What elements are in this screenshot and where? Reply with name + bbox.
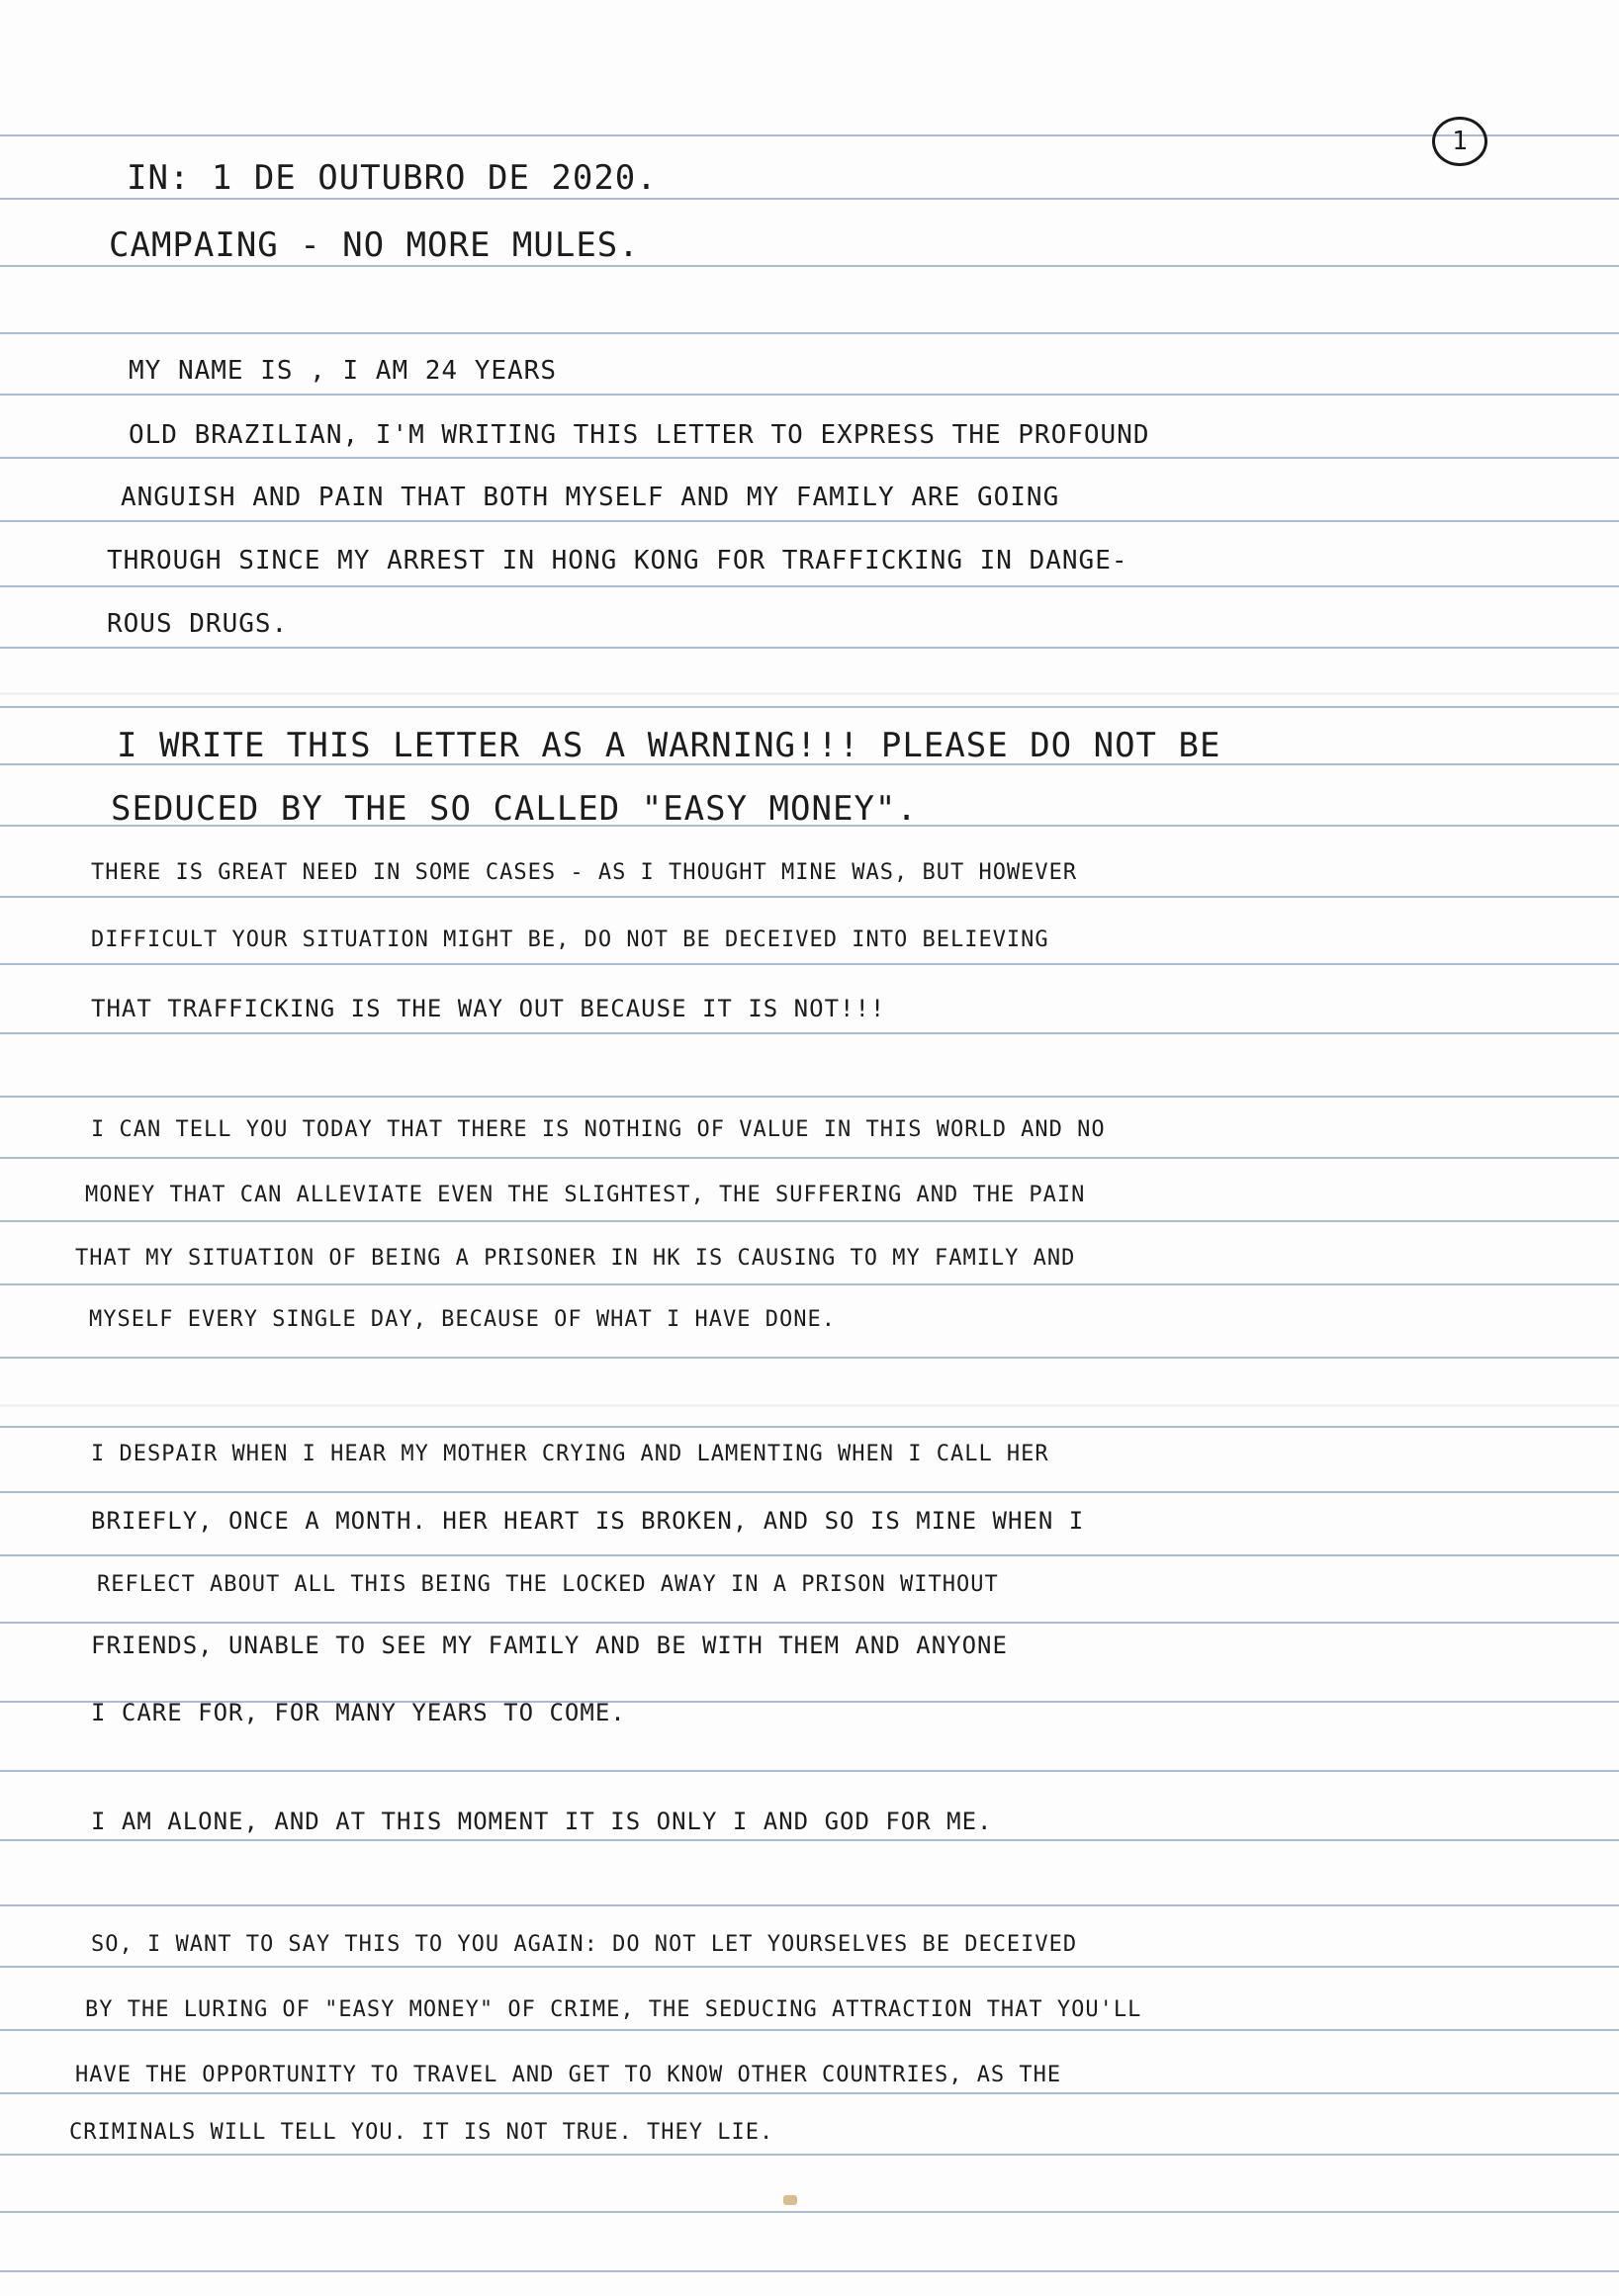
- letter-line: I WRITE THIS LETTER AS A WARNING!!! PLEASE DO NOT BE: [117, 726, 1221, 765]
- letter-line: I CAN TELL YOU TODAY THAT THERE IS NOTHING OF VALUE IN THIS WORLD AND NO: [91, 1117, 1106, 1142]
- letter-line: SEDUCED BY THE SO CALLED "EASY MONEY".: [111, 789, 918, 829]
- ruled-line: [0, 706, 1619, 708]
- ruled-line: [0, 1839, 1619, 1841]
- ruled-line: [0, 1220, 1619, 1222]
- ruled-line: [0, 647, 1619, 649]
- letter-line: FRIENDS, UNABLE TO SEE MY FAMILY AND BE WITH THEM AND ANYONE: [91, 1632, 1008, 1659]
- ruled-line: [0, 1357, 1619, 1359]
- ruled-line: [0, 1283, 1619, 1285]
- ruled-line: [0, 2029, 1619, 2031]
- ruled-line: [0, 1904, 1619, 1906]
- letter-line: CRIMINALS WILL TELL YOU. IT IS NOT TRUE. THEY LIE.: [69, 2120, 774, 2145]
- ruled-line: [0, 2154, 1619, 2156]
- ruled-line: [0, 134, 1619, 136]
- paper-mark: [783, 2195, 797, 2205]
- letter-line: SO, I WANT TO SAY THIS TO YOU AGAIN: DO NOT LET YOURSELVES BE DECEIVED: [91, 1932, 1078, 1957]
- letter-line: MYSELF EVERY SINGLE DAY, BECAUSE OF WHAT I HAVE DONE.: [89, 1307, 836, 1332]
- letter-line: HAVE THE OPPORTUNITY TO TRAVEL AND GET TO KNOW OTHER COUNTRIES, AS THE: [75, 2063, 1062, 2087]
- paper-fold: [0, 1404, 1619, 1407]
- letter-line: ROUS DRUGS.: [107, 609, 289, 639]
- ruled-line: [0, 198, 1619, 200]
- letter-line: OLD BRAZILIAN, I'M WRITING THIS LETTER TO EXPRESS THE PROFOUND: [129, 420, 1150, 450]
- ruled-line: [0, 1157, 1619, 1159]
- letter-line: THROUGH SINCE MY ARREST IN HONG KONG FOR TRAFFICKING IN DANGE-: [107, 546, 1128, 575]
- letter-line: I CARE FOR, FOR MANY YEARS TO COME.: [91, 1699, 626, 1726]
- ruled-line: [0, 2270, 1619, 2272]
- ruled-line: [0, 585, 1619, 587]
- letter-line: I AM ALONE, AND AT THIS MOMENT IT IS ONLY I AND GOD FOR ME.: [91, 1808, 993, 1835]
- campaign-line: CAMPAING - NO MORE MULES.: [109, 225, 640, 265]
- ruled-line: [0, 1966, 1619, 1968]
- letter-line: I DESPAIR WHEN I HEAR MY MOTHER CRYING AND LAMENTING WHEN I CALL HER: [91, 1442, 1049, 1466]
- letter-line: BRIEFLY, ONCE A MONTH. HER HEART IS BROKEN, AND SO IS MINE WHEN I: [91, 1507, 1085, 1535]
- ruled-line: [0, 332, 1619, 334]
- ruled-line: [0, 457, 1619, 459]
- letter-line: MY NAME IS , I AM 24 YEARS: [129, 356, 557, 386]
- letter-line: MONEY THAT CAN ALLEVIATE EVEN THE SLIGHTEST, THE SUFFERING AND THE PAIN: [85, 1183, 1086, 1207]
- letter-line: DIFFICULT YOUR SITUATION MIGHT BE, DO NOT BE DECEIVED INTO BELIEVING: [91, 927, 1049, 952]
- ruled-line: [0, 265, 1619, 267]
- ruled-line: [0, 394, 1619, 396]
- ruled-line: [0, 1770, 1619, 1772]
- page-number: 1: [1432, 117, 1487, 166]
- ruled-line: [0, 963, 1619, 965]
- letter-line: REFLECT ABOUT ALL THIS BEING THE LOCKED AWAY IN A PRISON WITHOUT: [97, 1572, 999, 1597]
- letter-line: THAT TRAFFICKING IS THE WAY OUT BECAUSE IT IS NOT!!!: [91, 995, 886, 1022]
- letter-line: THERE IS GREAT NEED IN SOME CASES - AS I THOUGHT MINE WAS, BUT HOWEVER: [91, 860, 1078, 885]
- letter-line: ANGUISH AND PAIN THAT BOTH MYSELF AND MY FAMILY ARE GOING: [121, 483, 1060, 512]
- letter-line: THAT MY SITUATION OF BEING A PRISONER IN HK IS CAUSING TO MY FAMILY AND: [75, 1246, 1076, 1271]
- ruled-line: [0, 1096, 1619, 1098]
- paper-fold: [0, 692, 1619, 695]
- ruled-line: [0, 2211, 1619, 2213]
- ruled-line: [0, 1426, 1619, 1428]
- ruled-line: [0, 2092, 1619, 2094]
- ruled-line: [0, 1622, 1619, 1624]
- ruled-line: [0, 1032, 1619, 1034]
- date-line: IN: 1 DE OUTUBRO DE 2020.: [127, 158, 658, 198]
- ruled-line: [0, 520, 1619, 522]
- ruled-line: [0, 1491, 1619, 1493]
- ruled-line: [0, 896, 1619, 898]
- letter-line: BY THE LURING OF "EASY MONEY" OF CRIME, THE SEDUCING ATTRACTION THAT YOU'LL: [85, 1997, 1142, 2022]
- ruled-line: [0, 1554, 1619, 1556]
